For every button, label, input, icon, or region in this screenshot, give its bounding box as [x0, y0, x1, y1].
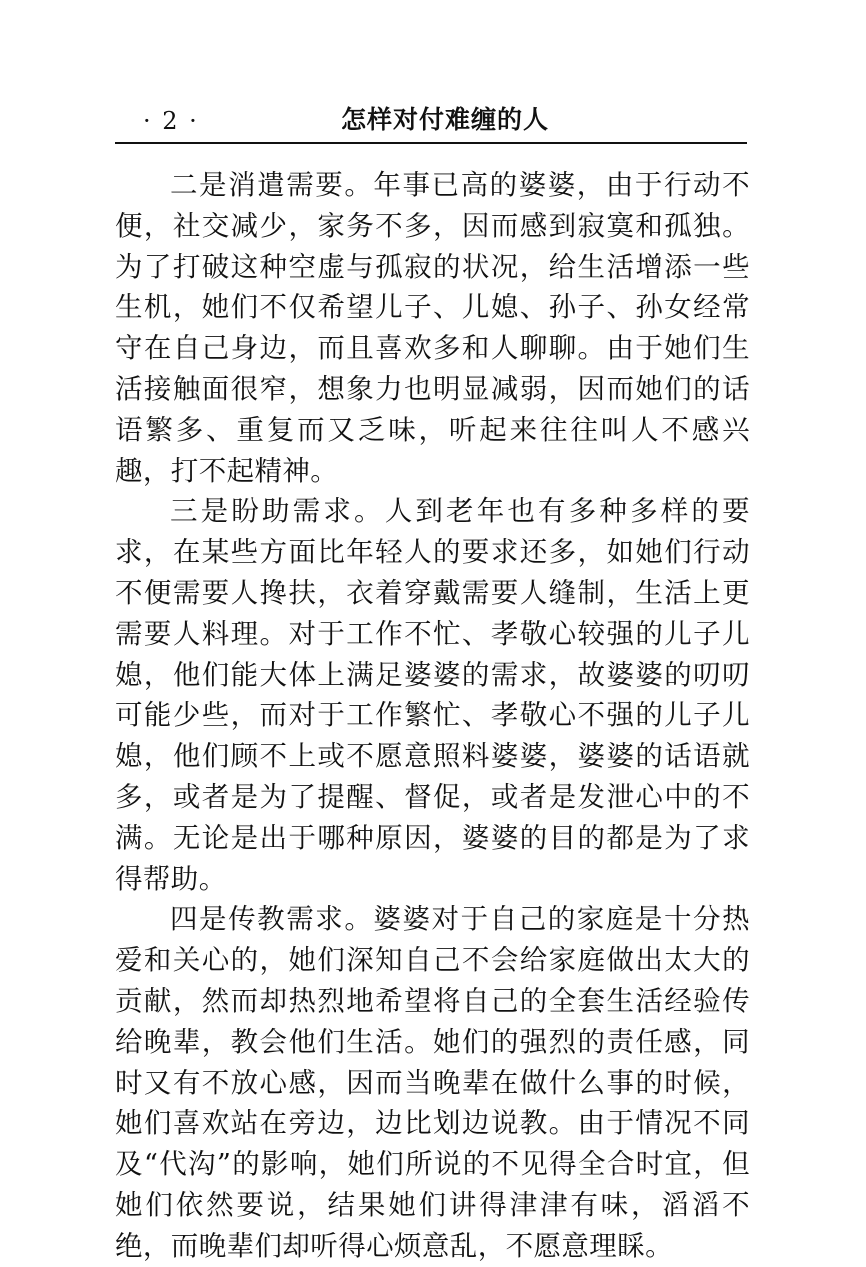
paragraph-help-need: 三是盼助需求。人到老年也有多种多样的要求，在某些方面比年轻人的要求还多，如她们行动不便需要人搀扶，衣着穿戴需要人缝制，生活上更需要人料理。对于工作不忙、孝敬心较强的儿子儿媳，他们能大体上满足婆婆的需求，故婆婆的叨叨可能少些，而对于工作繁忙、孝敬心不强的儿子儿媳，他们顾不上或不愿意照料婆婆，婆婆的话语就多，或者是为了提醒、督促，或者是发泄心中的不满。无论是出于哪种原因，婆婆的目的都是为了求得帮助。 [115, 495, 750, 895]
body-text [115, 165, 750, 1267]
paragraph-teaching-need: 四是传教需求。婆婆对于自己的家庭是十分热爱和关心的，她们深知自己不会给家庭做出太大的贡献，然而却热烈地希望将自己的全套生活经验传给晚辈，教会他们生活。她们的强烈的责任感，同时又有不放心感，因而当晚辈在做什么事的时候，她们喜欢站在旁边，边比划边说教。由于情况不同及“代沟”的影响，她们所说的不见得全合时宜，但她们依然要说，结果她们讲得津津有味，滔滔不绝，而晚辈们却听得心烦意乱，不愿意理睬。 [115, 903, 750, 1262]
header-divider [115, 142, 747, 144]
running-title: 怎样对付难缠的人 [341, 105, 550, 134]
page-number: · 2 · [143, 107, 199, 135]
page-header [115, 100, 747, 144]
paragraph-leisure-need: 二是消遣需要。年事已高的婆婆，由于行动不便，社交减少，家务不多，因而感到寂寞和孤独。为了打破这种空虚与孤寂的状况，给生活增添一些生机，她们不仅希望儿子、儿媳、孙子、孙女经常守在自己身边，而且喜欢多和人聊聊。由于她们生活接触面很窄，想象力也明显减弱，因而她们的话语繁多、重复而又乏味，听起来往往叫人不感兴趣，打不起精神。 [115, 169, 750, 487]
